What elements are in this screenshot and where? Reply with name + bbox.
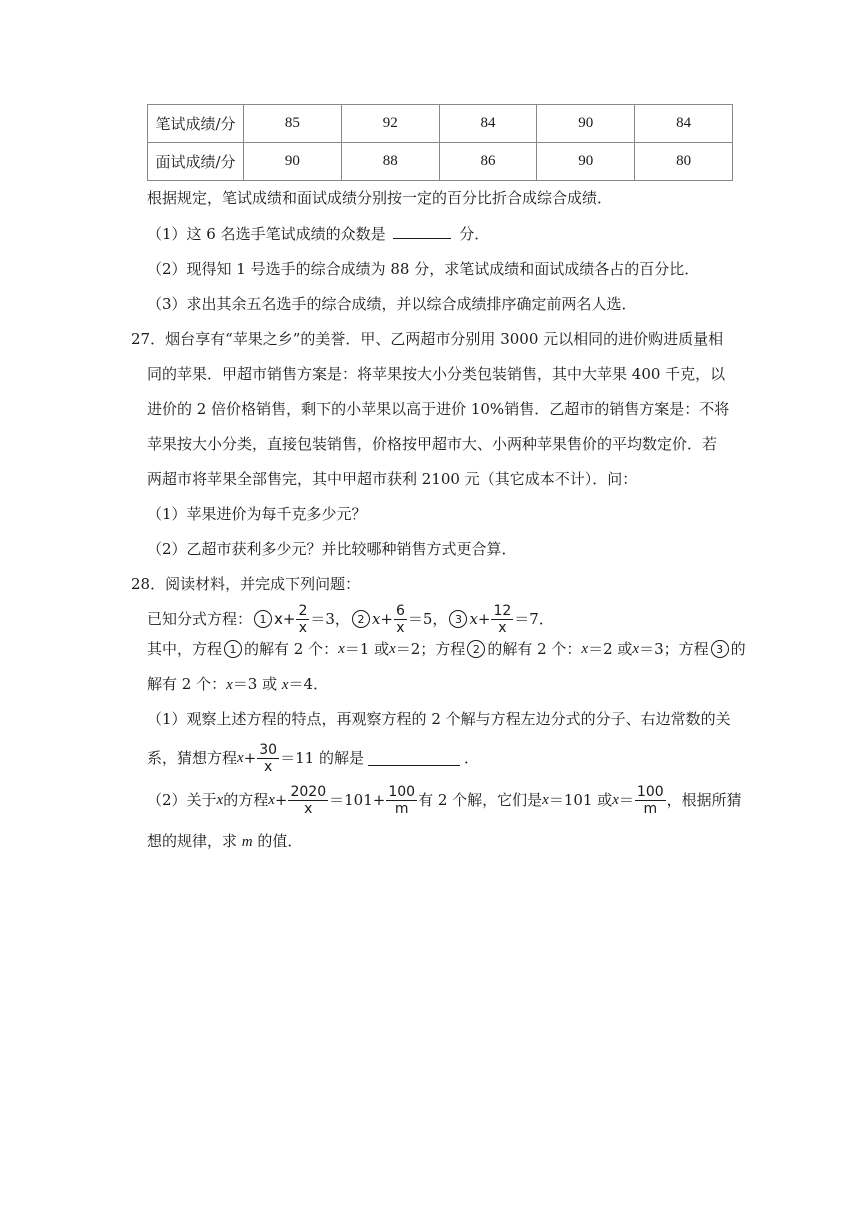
part1-denominator: x (264, 758, 273, 775)
variable-x: x (226, 677, 233, 693)
sol-text: 的解有 2 个： (244, 640, 339, 658)
eq2-rhs: ＝5， (407, 610, 448, 628)
table-cell: 84 (635, 105, 733, 143)
row-label: 笔试成绩/分 (148, 105, 244, 143)
q27-line-5: 两超市将苹果全部售完，其中甲超市获利 2100 元（其它成本不计）．问： (147, 470, 638, 488)
table-cell: 84 (439, 105, 537, 143)
variable-x: x (389, 641, 396, 657)
table-cell: 85 (244, 105, 342, 143)
sol-text: ＝3 或 (232, 675, 282, 693)
table-cell: 92 (341, 105, 439, 143)
circled-number-3: 3 (449, 610, 467, 628)
eq1-rhs: ＝3， (310, 610, 350, 628)
q28-equations (147, 601, 554, 637)
denominator: x (304, 800, 313, 817)
sol-text: ＝2；方程 (395, 640, 466, 658)
answer-blank[interactable] (368, 751, 460, 766)
table-row (148, 143, 733, 181)
part1-text: 系，猜想方程 (147, 749, 238, 767)
row-label: 面试成绩/分 (148, 143, 244, 181)
variable-m: m (241, 834, 253, 850)
q28-intro: 28．阅读材料，并完成下列问题： (131, 575, 361, 593)
sol-text: ＝4． (288, 675, 329, 693)
eq2-numerator: 6 (395, 602, 405, 619)
part2-text: 的方程 (223, 791, 269, 809)
eq2-denominator: x (396, 619, 405, 636)
q27-line-4: 苹果按大小分类，直接包装销售，价格按甲超市大、小两种苹果售价的平均数定价．若 (147, 435, 718, 453)
q28-solutions-line-1 (147, 638, 746, 660)
numerator: 2020 (290, 783, 327, 800)
sol-text: ＝2 或 (588, 640, 633, 658)
q27-line-2: 同的苹果．甲超市销售方案是：将苹果按大小分类包装销售，其中大苹果 400 千克，以 (147, 365, 726, 383)
part2-text: ＝101+ (329, 791, 386, 809)
q28-part2-line-2 (147, 830, 302, 853)
q28-solutions-line-2 (147, 673, 328, 696)
plus-sign: + (243, 749, 257, 767)
circled-number-1: 1 (224, 640, 242, 658)
score-table (147, 104, 733, 181)
table-cell: 86 (439, 143, 537, 181)
sol-text: ＝1 或 (344, 640, 390, 658)
variable-x: x (237, 750, 244, 766)
part1-text: ＝11 的解是 (280, 749, 364, 767)
table-cell: 90 (537, 143, 635, 181)
variable-x: x (338, 641, 345, 657)
eq1-x: x+ (274, 610, 296, 628)
answer-blank[interactable] (393, 224, 451, 239)
variable-x: x (268, 792, 275, 808)
q28-part1-line-2 (147, 738, 479, 778)
part1-fraction (257, 742, 279, 775)
variable-x: x (612, 792, 619, 808)
circled-number-2: 2 (467, 640, 485, 658)
circled-number-2: 2 (352, 610, 370, 628)
circled-number-1: 1 (254, 610, 272, 628)
eq3-numerator: 12 (493, 602, 512, 619)
variable-x: x (632, 641, 640, 657)
table-cell: 88 (341, 143, 439, 181)
part1-text: ． (463, 749, 479, 767)
variable-x: x (281, 677, 289, 693)
part2-text: （2）关于 (147, 791, 217, 809)
q26-part3: （3）求出其余五名选手的综合成绩，并以综合成绩排序确定前两名人选． (147, 295, 637, 313)
eq1-fraction (296, 603, 309, 636)
eq1-denominator: x (298, 619, 308, 636)
equations-lead: 已知分式方程： (147, 610, 253, 628)
variable-x: x (542, 792, 549, 808)
eq3-denominator: x (498, 619, 507, 636)
q27-part2: （2）乙超市获利多少元？并比较哪种销售方式更合算． (147, 540, 517, 558)
part2-text: 有 2 个解，它们是 (418, 791, 543, 809)
part2-text: 的值． (252, 832, 303, 850)
q27-line-1: 27．烟台享有“苹果之乡”的美誉．甲、乙两超市分别用 3000 元以相同的进价购进质量相 (131, 330, 724, 348)
table-row (148, 105, 733, 143)
eq1-numerator: 2 (298, 602, 308, 619)
q26-part2: （2）现得知 1 号选手的综合成绩为 88 分，求笔试成绩和面试成绩各占的百分比． (147, 260, 700, 278)
eq3-rhs: ＝7． (514, 610, 554, 628)
q26-part1-unit: 分． (459, 225, 490, 243)
variable-x: x (216, 792, 224, 808)
circled-number-3: 3 (711, 640, 729, 658)
sol-text: 的 (730, 640, 746, 658)
sol-text: 其中，方程 (147, 640, 223, 658)
q27-line-3: 进价的 2 倍价格销售，剩下的小苹果以高于进价 10%销售．乙超市的销售方案是：不将 (147, 400, 730, 418)
table-cell: 90 (537, 105, 635, 143)
eq2-x: x+ (371, 610, 393, 628)
q26-part1-text: （1）这 6 名选手笔试成绩的众数是 (147, 225, 386, 243)
part2-text: ，根据所猜 (666, 791, 742, 809)
eq3-fraction (491, 603, 513, 636)
part2-text: ＝ (618, 791, 634, 809)
plus-sign: + (274, 791, 288, 809)
q28-part1-line-1: （1）观察上述方程的特点，再观察方程的 2 个解与方程左边分式的分子、右边常数的关 (147, 710, 731, 728)
part2-fraction-2 (386, 784, 417, 817)
variable-x: x (581, 641, 589, 657)
table-cell: 90 (244, 143, 342, 181)
eq3-x: x+ (469, 610, 491, 628)
q26-part1 (147, 223, 489, 245)
denominator: m (394, 800, 409, 817)
table-cell: 80 (635, 143, 733, 181)
sol-text: 解有 2 个： (147, 675, 227, 693)
numerator: 100 (636, 783, 664, 800)
part2-text: ＝101 或 (548, 791, 613, 809)
q28-part2-line-1 (147, 780, 742, 820)
part2-fraction-1 (288, 784, 328, 817)
numerator: 100 (388, 783, 416, 800)
eq2-fraction (394, 603, 407, 636)
part2-text: 想的规律，求 (147, 832, 242, 850)
q26-rule: 根据规定，笔试成绩和面试成绩分别按一定的百分比折合成综合成绩． (147, 189, 613, 207)
q27-part1: （1）苹果进价为每千克多少元？ (147, 505, 367, 523)
sol-text: ＝3；方程 (639, 640, 709, 658)
part2-fraction-3 (635, 784, 666, 817)
sol-text: 的解有 2 个： (487, 640, 582, 658)
denominator: m (643, 800, 658, 817)
part1-numerator: 30 (259, 741, 278, 758)
